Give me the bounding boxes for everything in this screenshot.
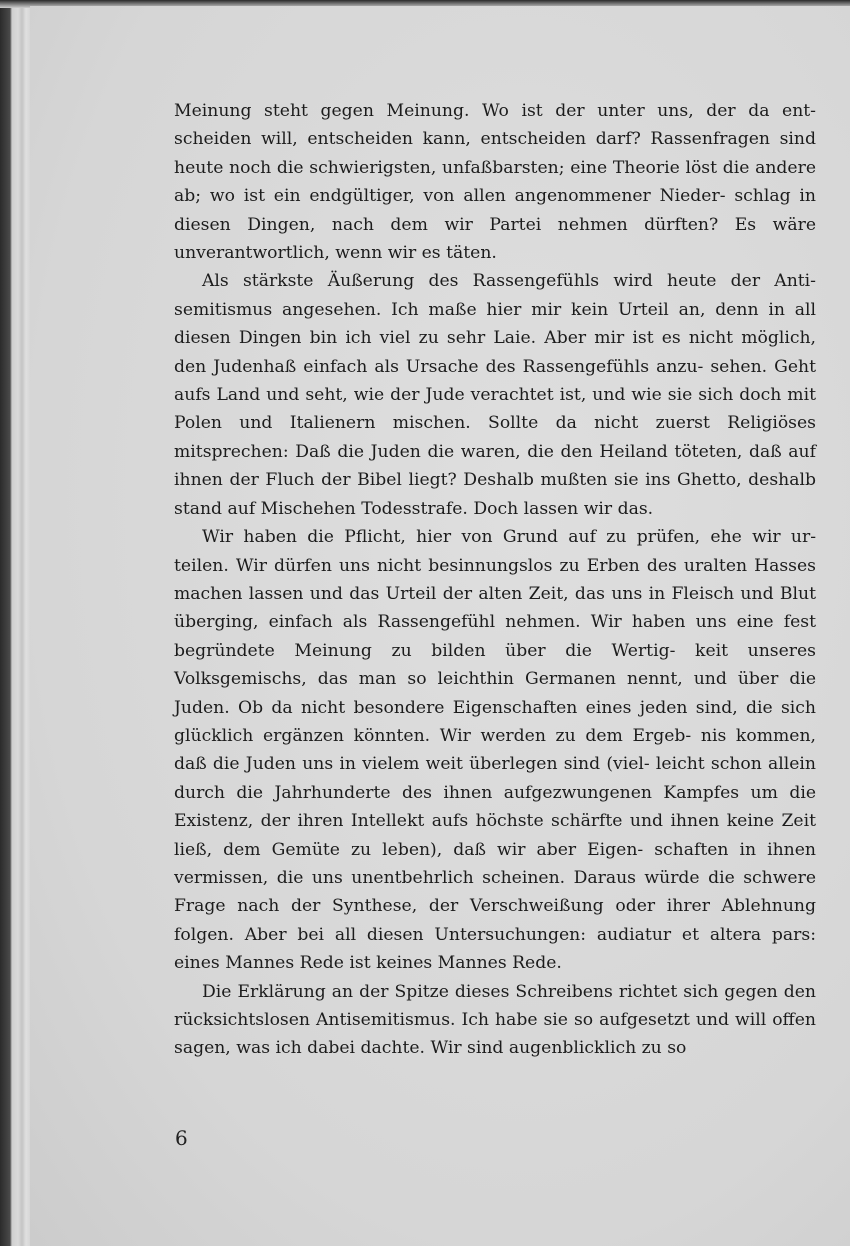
book-spine-edge [0,0,30,1246]
paragraph-2: Als stärkste Äußerung des Rassengefühls wird heute der Anti- semitismus angesehen. Ich maße hier mir kein Urteil an, denn in all diesen Dingen bin ich viel zu sehr Laie. Aber mir ist es nicht möglich, den Judenhaß einfach als Ursache des Rassengefühls anzu- sehen. Geht aufs Land und seht, wie der Jude verachtet ist, und wie sie sich doch mit Polen und Italienern mischen. Sollte da nicht zuerst Religiöses mitsprechen: Daß die Juden die waren, die den Heiland töteten, daß auf ihnen der Fluch der Bibel liegt? Deshalb mußten sie ins Ghetto, deshalb stand auf Mischehen Todesstrafe. Doch lassen wir das. [174,271,816,519]
paragraph-4: Die Erklärung an der Spitze dieses Schreibens richtet sich gegen den rücksichtslosen Antisemitismus. Ich habe sie so aufgesetzt und will offen sagen, was ich dabei dachte. Wir sind augenblicklich zu so [174,981,816,1059]
paragraph-1: Meinung steht gegen Meinung. Wo ist der unter uns, der da ent- scheiden will, entscheiden kann, entscheiden darf? Rassenfragen sind heute noch die schwierigsten, unfaßbarsten; eine Theorie löst die andere ab; wo ist ein endgültiger, von allen angenommener Nieder- schlag in diesen Dingen, nach dem wir Partei nehmen dürften? Es wäre unverantwortlich, wenn wir es täten. [174,101,816,264]
paragraph-3: Wir haben die Pflicht, hier von Grund auf zu prüfen, ehe wir ur- teilen. Wir dürfen uns nicht besinnungslos zu Erben des uralten Hasses machen lassen und das Urteil der alten Zeit, das uns in Fleisch und Blut überging, einfach als Rassengefühl nehmen. Wir haben uns eine fest begründete Meinung zu bilden über die Wertig- keit unseres Volksgemischs, das man so leichthin Germanen nennt, und über die Juden. Ob da nicht besondere Eigenschaften eines jeden sind, die sich glücklich ergänzen könnten. Wir werden zu dem Ergeb- nis kommen, daß die Juden uns in vielem weit überlegen sind (viel- leicht schon allein durch die Jahrhunderte des ihnen aufgezwungenen Kampfes um die Existenz, der ihren Intellekt aufs höchste schärfte und ihnen keine Zeit ließ, dem Gemüte zu leben), daß wir aber Eigen- schaften in ihnen vermissen, die uns unentbehrlich scheinen. Daraus würde die schwere Frage nach der Synthese, der Verschweißung oder ihrer Ablehnung folgen. Aber bei all diesen Untersuchungen: audiatur et altera pars: eines Mannes Rede ist keines Mannes Rede. [174,527,816,974]
body-text [174,97,816,1063]
page-number: 6 [175,1126,188,1150]
book-page [30,6,850,1246]
